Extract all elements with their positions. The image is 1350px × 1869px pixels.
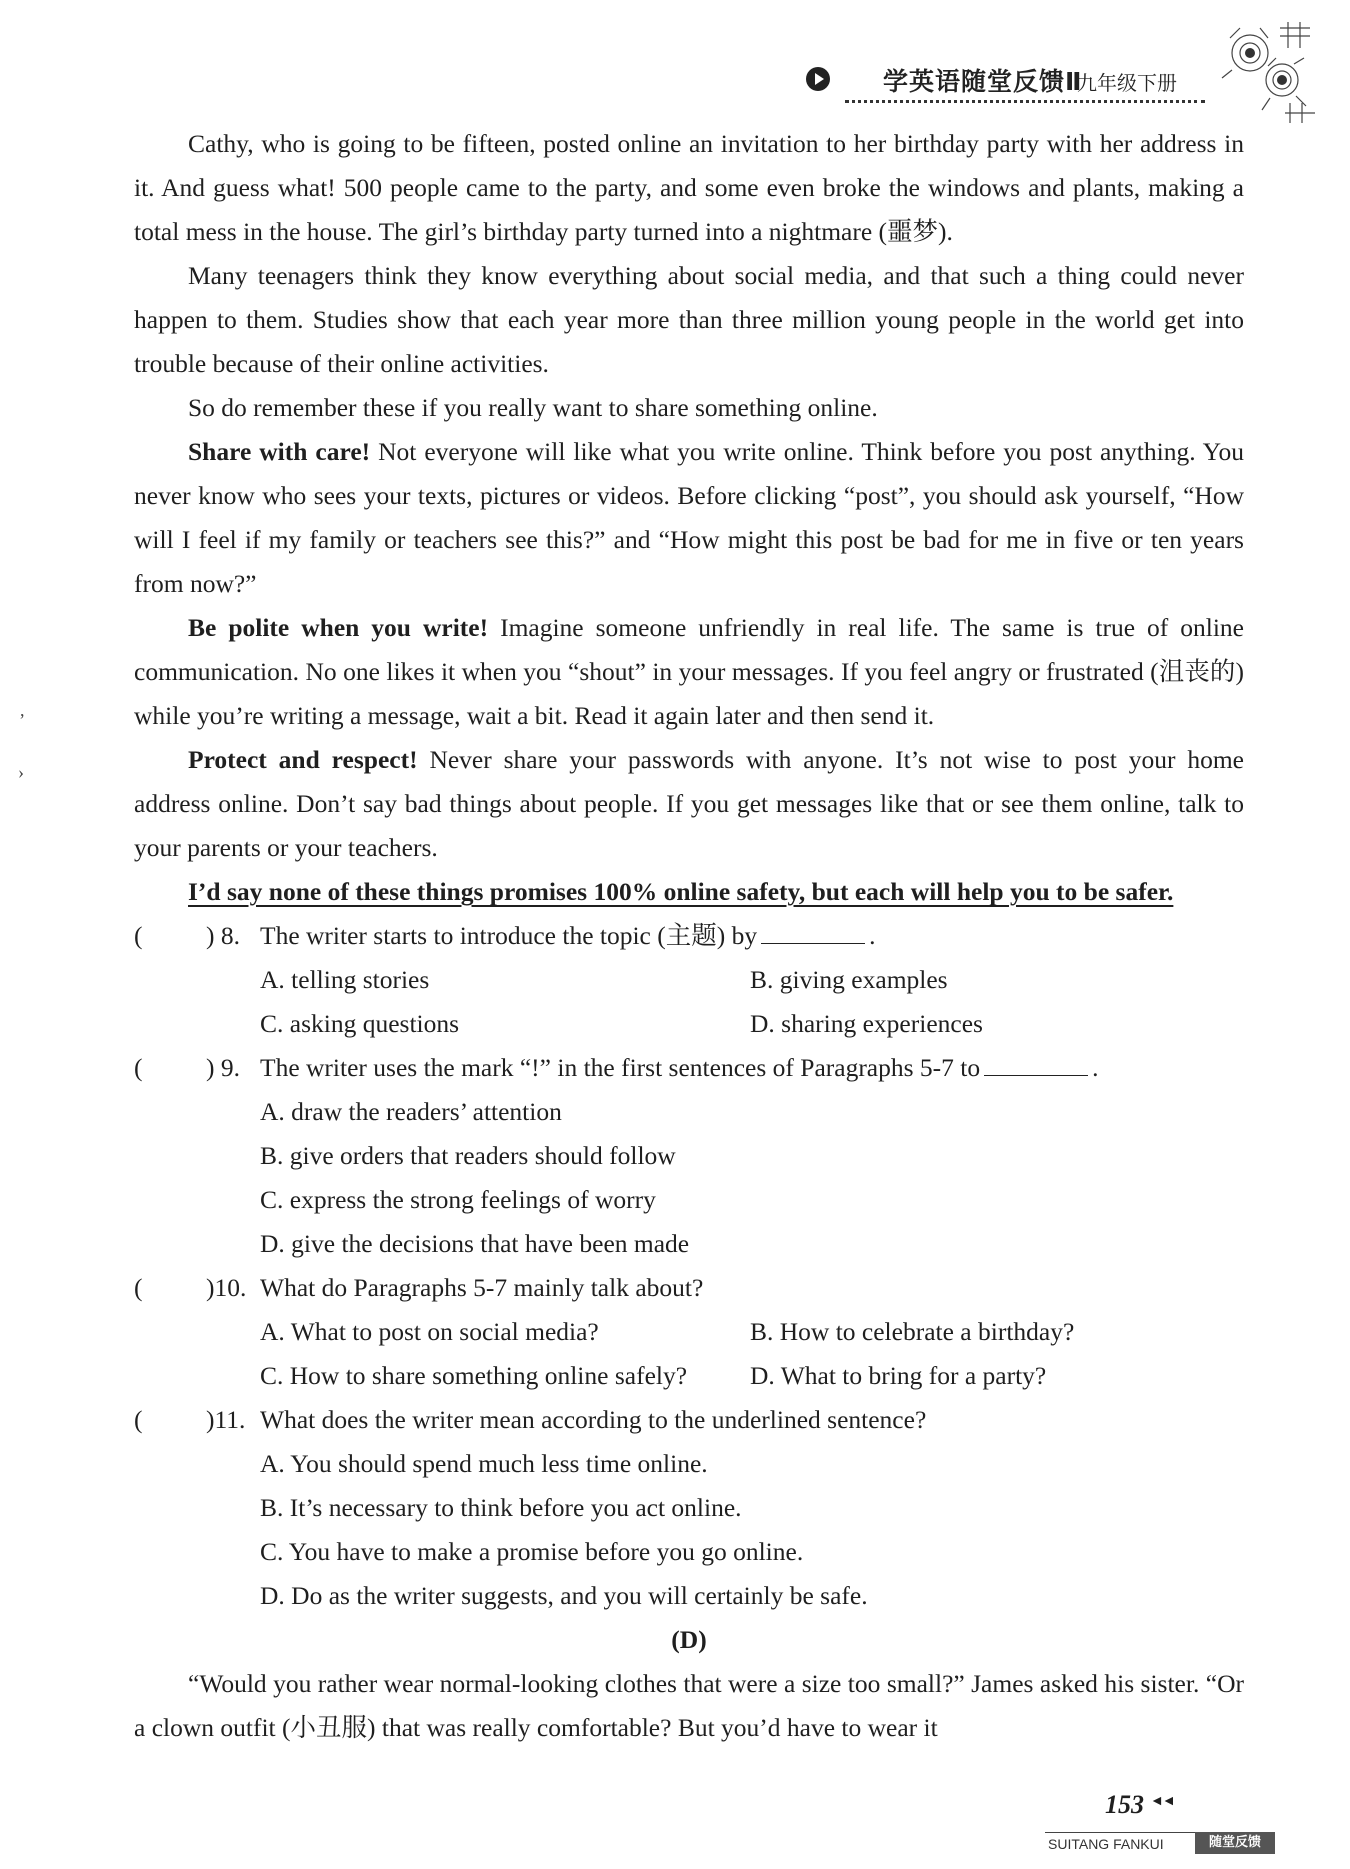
- book-grade: 九年级下册: [1077, 71, 1177, 95]
- margin-mark: ›: [18, 762, 24, 782]
- question-10: [134, 1266, 1244, 1310]
- reading-passage: [134, 122, 1244, 1750]
- answer-paren: (: [134, 1405, 143, 1434]
- option-c: C. How to share something online safely?: [260, 1361, 688, 1390]
- options-row: [134, 1002, 1244, 1046]
- options-row: [134, 958, 1244, 1002]
- paragraph-lead: Share with care!: [188, 437, 371, 466]
- page-number: 153: [1105, 1790, 1144, 1819]
- paragraph-4: Share with care! Not everyone will like what you write online. Think before you post anything. You never know who sees your texts, pictures or videos. Before clicking “post”, you should ask yourself, “How will I feel if my family or teachers see this?” and “How might this post be bad for me in five or ten years from now?”: [134, 437, 1244, 598]
- answer-blank: [984, 1051, 1088, 1076]
- arrows-icon: ◄◄: [1150, 1794, 1174, 1809]
- answer-paren: (: [134, 1053, 143, 1082]
- question-stem: What do Paragraphs 5-7 mainly talk about?: [260, 1273, 704, 1302]
- option-a: A. telling stories: [260, 965, 430, 994]
- question-9: ( ) 9. The writer uses the mark “!” in the first sentences of Paragraphs 5-7 to .: [134, 1046, 1244, 1090]
- paragraph-5: Be polite when you write! Imagine someone unfriendly in real life. The same is true of online communication. No one likes it when you “shout” in your messages. If you feel angry or frustrated (沮丧的) while you’re writing a message, wait a bit. Read it again later and then send it.: [134, 613, 1244, 730]
- option-b: B. give orders that readers should follow: [260, 1141, 676, 1170]
- question-number: ) 9.: [206, 1053, 240, 1082]
- paragraph-lead: Protect and respect!: [188, 745, 418, 774]
- option-a: A. draw the readers’ attention: [260, 1097, 562, 1126]
- question-stem: The writer starts to introduce the topic (主题) by: [260, 921, 758, 950]
- options-row: [134, 1486, 1244, 1530]
- option-c: C. express the strong feelings of worry: [260, 1185, 656, 1214]
- header-divider: [845, 100, 1205, 103]
- paragraph-6: Protect and respect! Never share your passwords with anyone. It’s not wise to post your home address online. Don’t say bad things about people. If you get messages like that or see them online, talk to your parents or your teachers.: [134, 745, 1245, 862]
- paragraph-lead: Be polite when you write!: [188, 613, 489, 642]
- question-11: [134, 1398, 1244, 1442]
- option-d: D. give the decisions that have been made: [260, 1229, 690, 1258]
- option-c: C. You have to make a promise before you go online.: [260, 1537, 804, 1566]
- option-a: A. What to post on social media?: [260, 1317, 599, 1346]
- option-d: D. sharing experiences: [750, 1009, 983, 1038]
- options-row: [134, 1310, 1244, 1354]
- question-number: ) 8.: [206, 921, 240, 950]
- series-name-en: SUITANG FANKUI: [1048, 1836, 1164, 1852]
- option-d: D. What to bring for a party?: [750, 1361, 1047, 1390]
- options-row: [134, 1134, 1244, 1178]
- paragraph-3: So do remember these if you really want to share something online.: [188, 393, 878, 422]
- answer-paren: (: [134, 1273, 143, 1302]
- question-stem: What does the writer mean according to the underlined sentence?: [260, 1405, 927, 1434]
- option-b: B. How to celebrate a birthday?: [750, 1317, 1075, 1346]
- series-name-cn: 随堂反馈: [1195, 1832, 1275, 1854]
- paragraph-2: Many teenagers think they know everything about social media, and that such a thing could never happen to them. Studies show that each year more than three million young people in the world get into trouble because of their online activities.: [134, 261, 1244, 378]
- options-row: [134, 1530, 1244, 1574]
- options-row: [134, 1222, 1244, 1266]
- options-row: [134, 1574, 1244, 1618]
- options-row: [134, 1178, 1244, 1222]
- options-row: [134, 1354, 1244, 1398]
- answer-blank: [761, 919, 865, 944]
- question-number: )10.: [206, 1273, 247, 1302]
- option-c: C. asking questions: [260, 1009, 460, 1038]
- margin-mark: ,: [20, 700, 25, 720]
- section-d-paragraph: “Would you rather wear normal-looking clothes that were a size too small?” James asked his sister. “Or a clown outfit (小丑服) that was really comfortable? But you’d have to wear it: [134, 1669, 1244, 1742]
- book-title: 学英语随堂反馈Ⅱ: [883, 67, 1083, 96]
- paragraph-1: Cathy, who is going to be fifteen, posted online an invitation to her birthday party with her address in it. And guess what! 500 people came to the party, and some even broke the windows and plants, making a total mess in the house. The girl’s birthday party turned into a nightmare (噩梦).: [134, 129, 1244, 246]
- question-8: ( ) 8. The writer starts to introduce the topic (主题) by .: [134, 914, 1244, 958]
- option-d: D. Do as the writer suggests, and you will certainly be safe.: [260, 1581, 868, 1610]
- underlined-sentence: I’d say none of these things promises 100% online safety, but each will help you to be safer.: [188, 877, 1174, 906]
- sunflower-decoration-icon: [1210, 18, 1320, 128]
- answer-paren: (: [134, 921, 143, 950]
- options-row: [134, 1442, 1244, 1486]
- option-b: B. giving examples: [750, 965, 948, 994]
- question-number: )11.: [206, 1405, 246, 1434]
- play-icon: [805, 66, 831, 92]
- question-stem: The writer uses the mark “!” in the first sentences of Paragraphs 5-7 to: [260, 1053, 981, 1082]
- option-b: B. It’s necessary to think before you act online.: [260, 1493, 742, 1522]
- options-row: [134, 1090, 1244, 1134]
- page-header: [805, 56, 1205, 106]
- option-a: A. You should spend much less time online.: [260, 1449, 708, 1478]
- section-heading: (D): [671, 1625, 707, 1654]
